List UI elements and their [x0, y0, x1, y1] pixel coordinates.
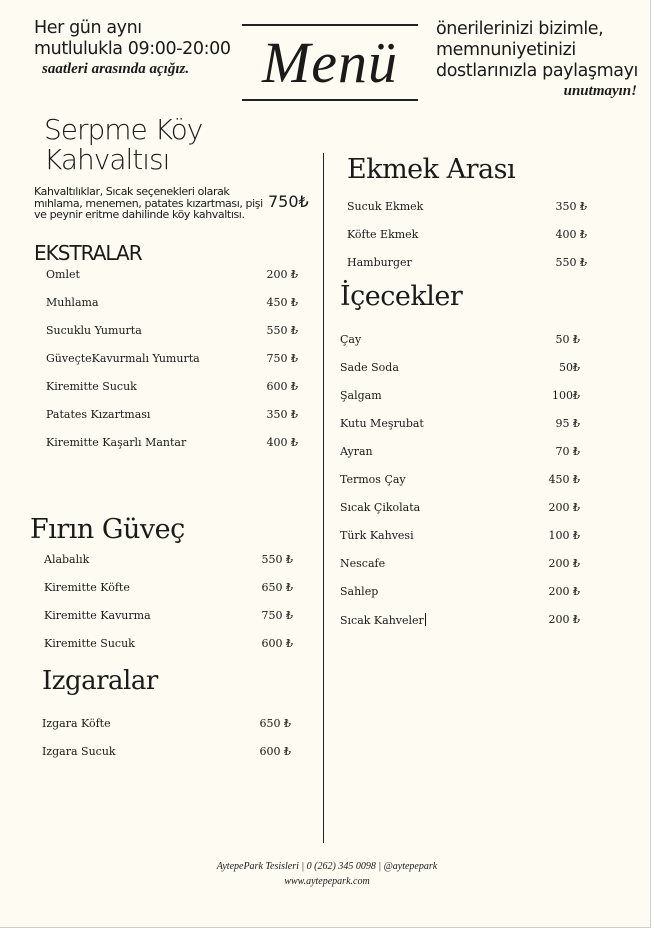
- menu-item-price: 650 ₺: [259, 717, 291, 730]
- menu-item-price: 200 ₺: [548, 557, 580, 570]
- menu-item-price: 550 ₺: [266, 324, 298, 337]
- menu-item: [340, 445, 580, 458]
- menu-item-price: 750 ₺: [266, 352, 298, 365]
- menu-item-name: Kiremitte Köfte: [44, 581, 130, 594]
- menu-item: [340, 473, 580, 486]
- menu-item-price: 550 ₺: [555, 256, 587, 269]
- menu-item: [44, 553, 293, 566]
- menu-item-name: Nescafe: [340, 557, 386, 570]
- menu-item-price: 400 ₺: [266, 436, 298, 449]
- menu-item: [44, 581, 293, 594]
- firin-title: Fırın Güveç: [30, 514, 185, 545]
- menu-item-price: 100₺: [552, 389, 580, 402]
- menu-item-price: 350 ₺: [266, 408, 298, 421]
- menu-item-price: 95 ₺: [555, 417, 580, 430]
- footer-contact: AytepePark Tesisleri | 0 (262) 345 0098 | @aytepepark: [216, 861, 438, 872]
- menu-item: [347, 228, 587, 241]
- menu-item-name: Ayran: [340, 445, 373, 458]
- footer-website: www.aytepepark.com: [284, 876, 370, 887]
- menu-item: [340, 529, 580, 542]
- hours-line-2: mutlulukla 09:00-20:00: [34, 39, 231, 59]
- hours-script: saatleri arasında açığız.: [42, 61, 190, 77]
- menu-item: [46, 380, 298, 393]
- menu-item: [347, 200, 587, 213]
- menu-item-name: Kiremitte Sucuk: [46, 380, 137, 393]
- menu-item: [44, 637, 293, 650]
- menu-item: [46, 268, 298, 281]
- menu-item: [46, 352, 298, 365]
- menu-item-price: 750 ₺: [261, 609, 293, 622]
- menu-item: [340, 613, 580, 627]
- breakfast-price: 750₺: [268, 192, 309, 211]
- menu-item: [46, 324, 298, 337]
- menu-item-name: GüveçteKavurmalı Yumurta: [46, 352, 200, 365]
- menu-item-price: 50 ₺: [555, 333, 580, 346]
- feedback-line-2: memnuniyetinizi: [436, 40, 576, 60]
- feedback-note: [436, 19, 641, 100]
- menu-item-price: 600 ₺: [259, 745, 291, 758]
- menu-item: [340, 417, 580, 430]
- menu-item: [340, 557, 580, 570]
- menu-item-price: 600 ₺: [266, 380, 298, 393]
- menu-item-name: Sahlep: [340, 585, 379, 598]
- izgara-title: Izgaralar: [42, 666, 158, 696]
- menu-item-name: Sıcak Kahveler: [340, 614, 424, 627]
- menu-item-name: Izgara Köfte: [42, 717, 111, 730]
- breakfast-title-line-2: Kahvaltısı: [44, 143, 170, 176]
- breakfast-description: Kahvaltılıklar, Sıcak seçenekleri olarak mıhlama, menemen, patates kızartması, pişi ve peynir eritme dahilinde köy kahvaltısı.: [34, 185, 263, 221]
- menu-item-name: Hamburger: [347, 256, 412, 269]
- feedback-line-3: dostlarınızla paylaşmayı: [436, 61, 639, 81]
- menu-logo: Menü: [261, 30, 399, 95]
- menu-item-name: Alabalık: [44, 553, 90, 566]
- menu-item-price: 50₺: [559, 361, 580, 374]
- menu-item: [46, 436, 298, 449]
- menu-item-name: Köfte Ekmek: [347, 228, 419, 241]
- menu-item-price: 200 ₺: [266, 268, 298, 281]
- menu-item-price: 200 ₺: [548, 585, 580, 598]
- ekmek-title: Ekmek Arası: [347, 154, 516, 185]
- menu-item-name: Çay: [340, 333, 362, 346]
- opening-hours-note: [34, 18, 254, 78]
- menu-item-name: Termos Çay: [340, 473, 406, 486]
- menu-item: [340, 501, 580, 514]
- menu-item-name: Şalgam: [340, 389, 382, 402]
- menu-item-name: Izgara Sucuk: [42, 745, 116, 758]
- menu-item-name: Kutu Meşrubat: [340, 417, 424, 430]
- menu-item-name: Türk Kahvesi: [340, 529, 414, 542]
- menu-item-price: 450 ₺: [266, 296, 298, 309]
- menu-item: [340, 585, 580, 598]
- breakfast-title: [44, 115, 264, 175]
- menu-item-price: 350 ₺: [555, 200, 587, 213]
- menu-item-name: Sucuk Ekmek: [347, 200, 424, 213]
- column-divider: [323, 153, 324, 843]
- menu-item-name: Sucuklu Yumurta: [46, 324, 142, 337]
- menu-item: [46, 408, 298, 421]
- breakfast-title-line-1: Serpme Köy: [44, 113, 203, 146]
- menu-item: [340, 389, 580, 402]
- menu-item-name: Kiremitte Sucuk: [44, 637, 135, 650]
- menu-item: [42, 717, 291, 730]
- menu-item-name: Patates Kızartması: [46, 408, 151, 421]
- menu-item: [44, 609, 293, 622]
- menu-item: [46, 296, 298, 309]
- menu-item-name: Kiremitte Kaşarlı Mantar: [46, 436, 187, 449]
- menu-item: [340, 333, 580, 346]
- menu-item: [347, 256, 587, 269]
- menu-item-name: Sıcak Çikolata: [340, 501, 421, 514]
- feedback-script: unutmayın!: [563, 83, 637, 99]
- menu-item: [340, 361, 580, 374]
- footer: [0, 859, 654, 889]
- menu-item-price: 600 ₺: [261, 637, 293, 650]
- menu-item-price: 70 ₺: [555, 445, 580, 458]
- menu-item: [42, 745, 291, 758]
- menu-item-name: Omlet: [46, 268, 80, 281]
- menu-item-name: Muhlama: [46, 296, 99, 309]
- hours-line-1: Her gün aynı: [34, 18, 142, 38]
- menu-item-name: Sade Soda: [340, 361, 399, 374]
- feedback-line-1: önerilerinizi bizimle,: [436, 19, 604, 39]
- menu-item-price: 200 ₺: [548, 613, 580, 626]
- menu-item-price: 100 ₺: [548, 529, 580, 542]
- menu-item-price: 200 ₺: [548, 501, 580, 514]
- logo-bottom-rule: [242, 99, 418, 101]
- menu-item-name: Kiremitte Kavurma: [44, 609, 151, 622]
- icecek-title: İçecekler: [340, 281, 463, 312]
- text-cursor: [425, 613, 426, 626]
- menu-item-price: 650 ₺: [261, 581, 293, 594]
- menu-item-price: 550 ₺: [261, 553, 293, 566]
- menu-item-price: 450 ₺: [548, 473, 580, 486]
- extras-title: EKSTRALAR: [34, 241, 142, 265]
- menu-item-price: 400 ₺: [555, 228, 587, 241]
